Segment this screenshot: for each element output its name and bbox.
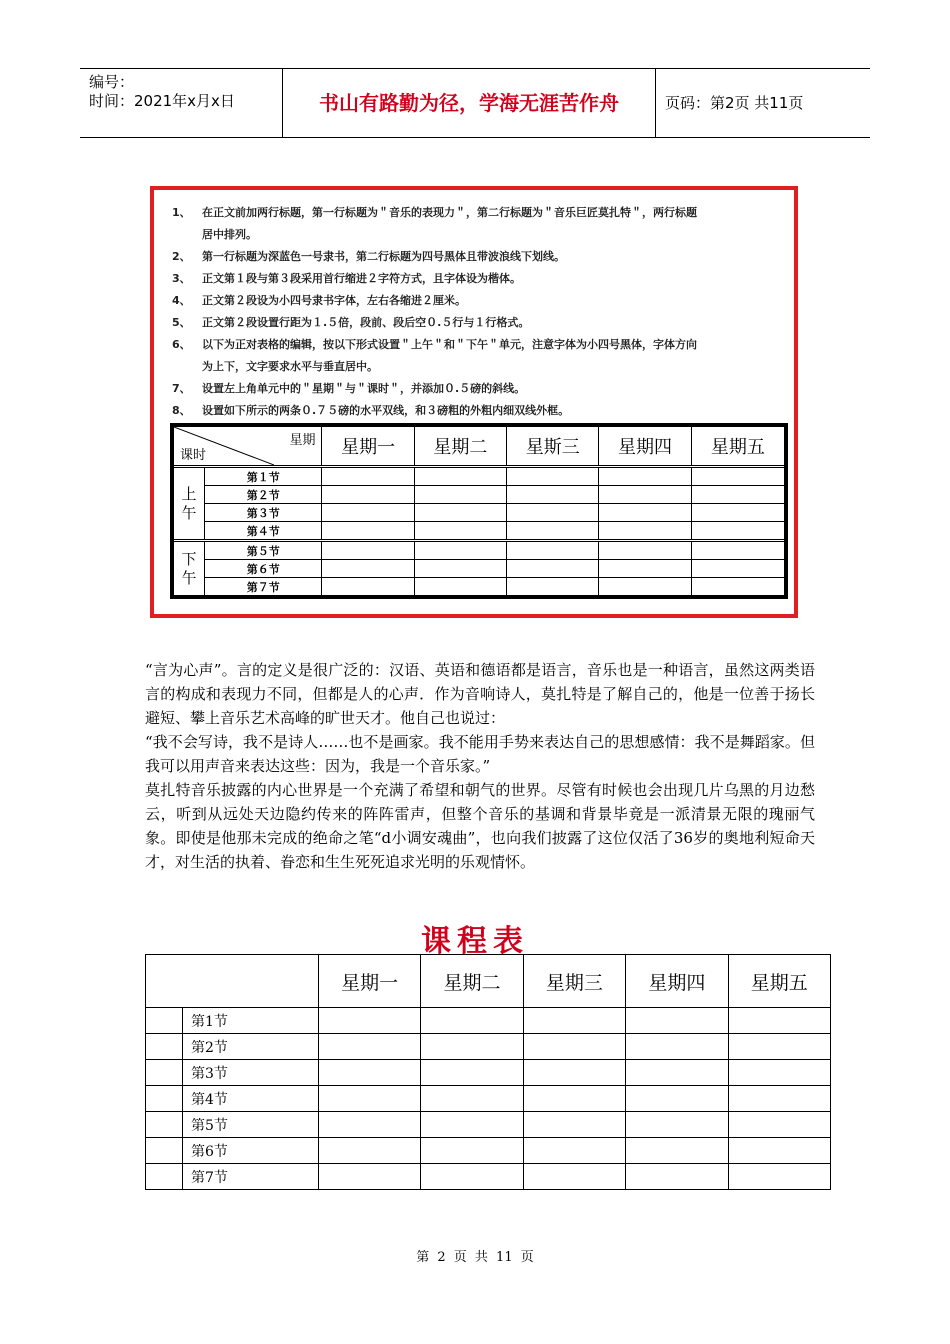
document-number-label: 编号：: [89, 73, 135, 91]
day-header: 星期二: [421, 955, 523, 1008]
instruction-text: 以下为正对表格的编辑，按以下形式设置＂上午＂和＂下午＂单元，注意字体为小四号黑体，字体方向: [202, 338, 697, 351]
sample-schedule-table: [170, 423, 788, 599]
instruction-number: 1、: [172, 206, 191, 219]
day-header: 星期五: [728, 955, 830, 1008]
day-header: 星期一: [318, 955, 420, 1008]
instruction-text: 正文第１段与第３段采用首行缩进２字符方式，且字体设为楷体。: [202, 272, 521, 285]
slot-label: 第5节: [183, 1112, 319, 1138]
instruction-item: [172, 290, 782, 312]
day-header: 星期三: [523, 955, 625, 1008]
instruction-item: [172, 202, 782, 224]
slot-label: 第1节: [183, 1008, 319, 1034]
instruction-text: 在正文前加两行标题，第一行标题为＂音乐的表现力＂，第二行标题为＂音乐巨匠莫扎特＂，两行标题: [202, 206, 697, 219]
instruction-number: 3、: [172, 272, 191, 285]
day-header: 星期四: [626, 955, 728, 1008]
slot-label: 第3节: [183, 1060, 319, 1086]
header-meta: [80, 69, 282, 137]
slot-label: 第５节: [205, 541, 322, 560]
page-header: [80, 68, 870, 138]
slot-label: 第６节: [205, 560, 322, 578]
corner-top-label: 星期: [289, 433, 316, 448]
header-page-cell: [655, 69, 870, 137]
paragraph: “我不会写诗，我不是诗人……也不是画家。我不能用手势来表达自己的思想感情：我不是舞蹈家。但我可以用声音来表达这些：因为，我是一个音乐家。”: [145, 733, 815, 775]
slot-label: 第１节: [205, 467, 322, 486]
instruction-item: [172, 312, 782, 334]
day-header: 星期二: [414, 425, 506, 467]
instruction-text: 设置如下所示的两条０.７５磅的水平双线，和３磅粗的外粗内细双线外框。: [202, 404, 570, 417]
afternoon-cell: [172, 541, 205, 598]
instruction-number: 5、: [172, 316, 191, 329]
day-header: 星期四: [599, 425, 691, 467]
slot-label: 第7节: [183, 1164, 319, 1190]
slot-label: 第6节: [183, 1138, 319, 1164]
corner-bottom-label: 课时: [180, 448, 207, 463]
instruction-number: 4、: [172, 294, 191, 307]
instruction-number: 2、: [172, 250, 191, 263]
instruction-text: 正文第２段设为小四号隶书字体，左右各缩进２厘米。: [202, 294, 466, 307]
paragraph: 莫扎特音乐披露的内心世界是一个充满了希望和朝气的世界。尽管有时候也会出现几片乌黑的月边愁云，听到从远处天边隐约传来的阵阵雷声，但整个音乐的基调和背景毕竟是一派清景无限的瑰丽气象。即使是他那未完成的绝命之笔“d小调安魂曲”，也向我们披露了这位仅活了36岁的奥地利短命天才，对生活的执着、眷恋和生生死死追求光明的乐观情怀。: [145, 781, 815, 871]
instruction-item: [172, 334, 782, 356]
slot-label: 第４节: [205, 522, 322, 541]
instruction-item: [172, 378, 782, 400]
instruction-item: [172, 400, 782, 422]
slot-label: 第2节: [183, 1034, 319, 1060]
day-header: 星期五: [691, 425, 786, 467]
afternoon-label: 下午: [181, 549, 197, 587]
instruction-text: 第一行标题为深蓝色一号隶书，第二行标题为四号黑体且带波浪线下划线。: [202, 250, 565, 263]
day-header: 星期一: [322, 425, 414, 467]
day-header: 星斯三: [507, 425, 599, 467]
instruction-continuation: 居中排列。: [202, 228, 257, 241]
document-time-label: 时间：2021年x月x日: [89, 92, 235, 110]
schedule-table: [145, 954, 831, 1190]
slot-label: 第３节: [205, 504, 322, 522]
instruction-number: 8、: [172, 404, 191, 417]
slot-label: 第２节: [205, 486, 322, 504]
header-motto-cell: [282, 69, 656, 137]
header-page-info: 页码：第2页 共11页: [665, 94, 804, 112]
morning-label: 上午: [181, 484, 197, 522]
header-motto: 书山有路勤为径，学海无涯苦作舟: [319, 91, 619, 115]
schedule-title: 课程表: [421, 924, 529, 959]
instruction-text: 正文第２段设置行距为１.５倍，段前、段后空０.５行与１行格式。: [202, 316, 530, 329]
instruction-item: [172, 246, 782, 268]
instruction-number: 7、: [172, 382, 191, 395]
instruction-figure: [150, 186, 798, 618]
instruction-item: [172, 268, 782, 290]
instruction-text: 设置左上角单元中的＂星期＂与＂课时＂，并添加０.５磅的斜线。: [202, 382, 526, 395]
slot-label: 第７节: [205, 578, 322, 598]
instruction-continuation: 为上下，文字要求水平与垂直居中。: [202, 360, 378, 373]
instruction-list: [172, 202, 782, 422]
instruction-number: 6、: [172, 338, 191, 351]
corner-cell: [146, 955, 319, 1008]
slot-label: 第4节: [183, 1086, 319, 1112]
paragraph: “言为心声”。言的定义是很广泛的：汉语、英语和德语都是语言，音乐也是一种语言，虽然这两类语言的构成和表现力不同，但都是人的心声．作为音响诗人，莫扎特是了解自己的，他是一位善于扬长避短、攀上音乐艺术高峰的旷世天才。他自己也说过：: [145, 661, 815, 727]
corner-cell: [172, 425, 322, 467]
morning-cell: [172, 467, 205, 541]
page-footer: 第 2 页 共 11 页: [416, 1250, 534, 1265]
